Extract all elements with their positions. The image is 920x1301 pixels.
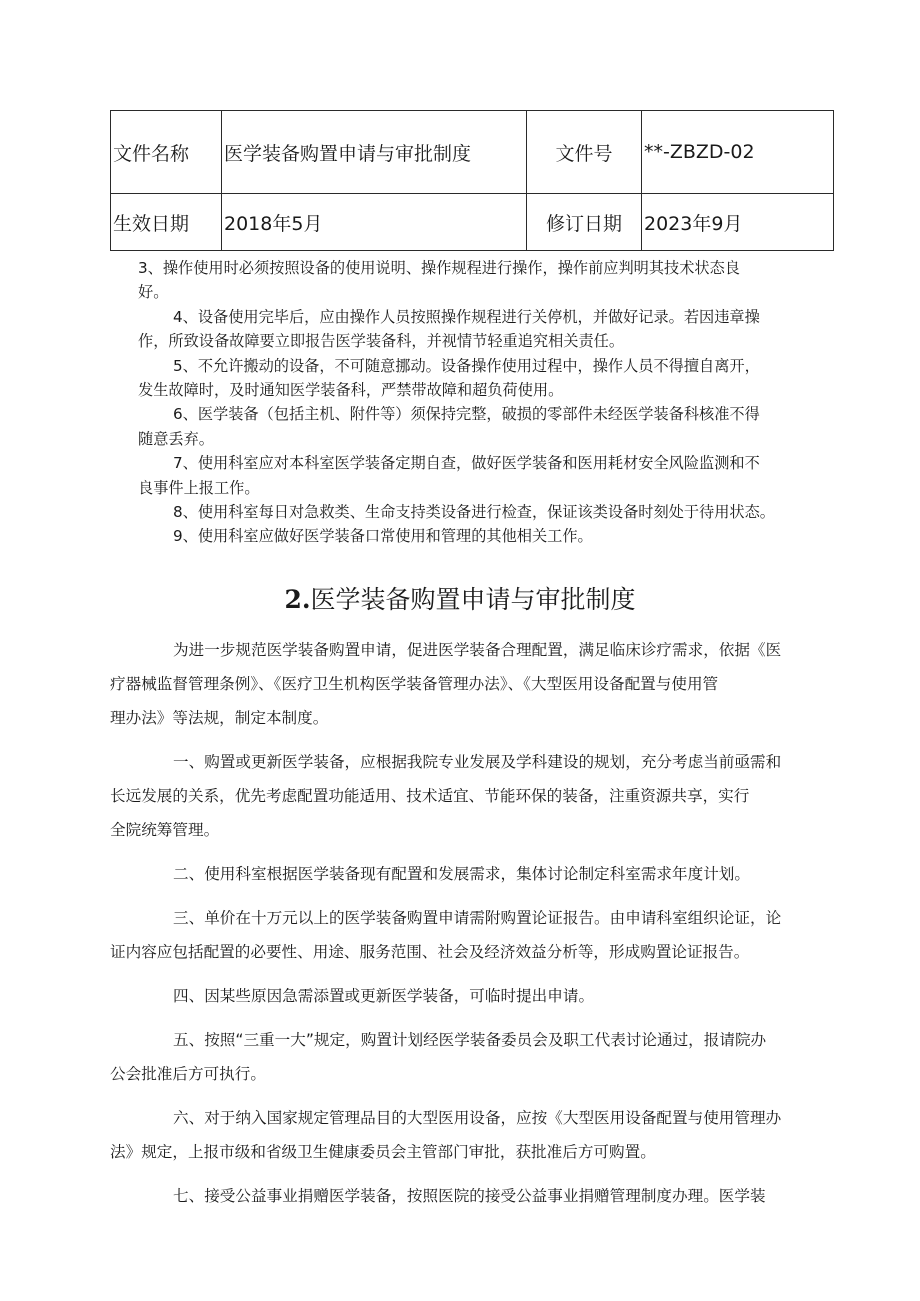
rule-line: 好。 <box>138 283 169 302</box>
usage-rules-list <box>110 256 850 549</box>
paragraph-line: 一、购置或更新医学装备，应根据我院专业发展及学科建设的规划，充分考虑当前亟需和 <box>173 753 782 771</box>
rule-line: 3、操作使用时必须按照设备的使用说明、操作规程进行操作，操作前应判明其技术状态良 <box>138 259 740 277</box>
paragraph-line: 法》规定，上报市级和省级卫生健康委员会主管部门审批，获批准后方可购置。 <box>110 1143 656 1161</box>
paragraph-line: 五、按照“三重一大”规定，购置计划经医学装备委员会及职工代表讨论通过，报请院办 <box>173 1031 767 1049</box>
rule-line: 7、使用科室应对本科室医学装备定期自查，做好医学装备和医用耗材安全风险监测和不 <box>173 454 760 473</box>
paragraph-line: 三、单价在十万元以上的医学装备购置申请需附购置论证报告。由申请科室组织论证，论 <box>173 909 782 927</box>
paragraph <box>110 857 845 891</box>
section-body <box>110 633 845 1223</box>
section-title: 医学装备购置申请与审批制度 <box>310 585 636 614</box>
paragraph <box>110 1101 845 1169</box>
doc-name-label: 文件名称 <box>111 111 222 194</box>
rule-line: 作，所致设备故障要立即报告医学装备科，并视情节轻重追究相关责任。 <box>138 332 624 351</box>
document-header-table <box>110 110 834 251</box>
doc-no-value: **-ZBZD-02 <box>642 111 834 194</box>
rule-line: 9、使用科室应做好医学装备口常使用和管理的其他相关工作。 <box>173 527 593 546</box>
section-number: 2. <box>284 585 311 614</box>
revised-date-label: 修订日期 <box>527 194 642 251</box>
paragraph-line: 长远发展的关系，优先考虑配置功能适用、技术适宜、节能环保的装备，注重资源共享，实行 <box>110 787 750 805</box>
revised-date-value: 2023年9月 <box>642 194 834 251</box>
paragraph <box>110 633 845 735</box>
effective-date-label: 生效日期 <box>111 194 222 251</box>
paragraph-line: 证内容应包括配置的必要性、用途、服务范围、社会及经济效益分析等，形成购置论证报告。 <box>110 943 750 961</box>
paragraph <box>110 1179 845 1213</box>
header-row-2 <box>111 194 834 251</box>
paragraph <box>110 745 845 847</box>
paragraph-line: 六、对于纳入国家规定管理品目的大型医用设备，应按《大型医用设备配置与使用管理办 <box>173 1109 782 1127</box>
rule-line: 6、医学装备（包括主机、附件等）须保持完整，破损的零部件未经医学装备科核准不得 <box>173 405 760 424</box>
paragraph-line: 全院统筹管理。 <box>110 821 220 839</box>
paragraph-line: 公会批准后方可执行。 <box>110 1065 266 1083</box>
paragraph-line: 理办法》等法规，制定本制度。 <box>110 709 329 727</box>
doc-name-value: 医学装备购置申请与审批制度 <box>222 111 527 194</box>
paragraph <box>110 901 845 969</box>
rule-line: 5、不允许搬动的设备，不可随意挪动。设备操作使用过程中，操作人员不得擅自离开， <box>173 356 760 375</box>
rule-line: 良事件上报工作。 <box>138 478 260 497</box>
rule-line: 随意丢弃。 <box>138 429 214 448</box>
header-row-1 <box>111 111 834 194</box>
paragraph <box>110 1023 845 1091</box>
doc-no-label: 文件号 <box>527 111 642 194</box>
effective-date-value: 2018年5月 <box>222 194 527 251</box>
rule-line: 4、设备使用完毕后，应由操作人员按照操作规程进行关停机，并做好记录。若因违章操 <box>173 307 760 326</box>
section-heading <box>0 582 920 618</box>
paragraph-line: 七、接受公益事业捐赠医学装备，按照医院的接受公益事业捐赠管理制度办理。医学装 <box>173 1187 766 1205</box>
rule-line: 发生故障时，及时通知医学装备科，严禁带故障和超负荷使用。 <box>138 381 564 400</box>
rule-line: 8、使用科室每日对急救类、生命支持类设备进行检查，保证该类设备时刻处于待用状态。 <box>173 503 775 522</box>
paragraph-line: 为进一步规范医学装备购置申请，促进医学装备合理配置，满足临床诊疗需求，依据《医 <box>173 641 782 659</box>
paragraph-line: 二、使用科室根据医学装备现有配置和发展需求，集体讨论制定科室需求年度计划。 <box>173 865 750 883</box>
paragraph-line: 疗器械监督管理条例》、《医疗卫生机构医学装备管理办法》、《大型医用设备配置与使用管 <box>110 675 719 693</box>
paragraph-line: 四、因某些原因急需添置或更新医学装备，可临时提出申请。 <box>173 987 595 1005</box>
paragraph <box>110 979 845 1013</box>
